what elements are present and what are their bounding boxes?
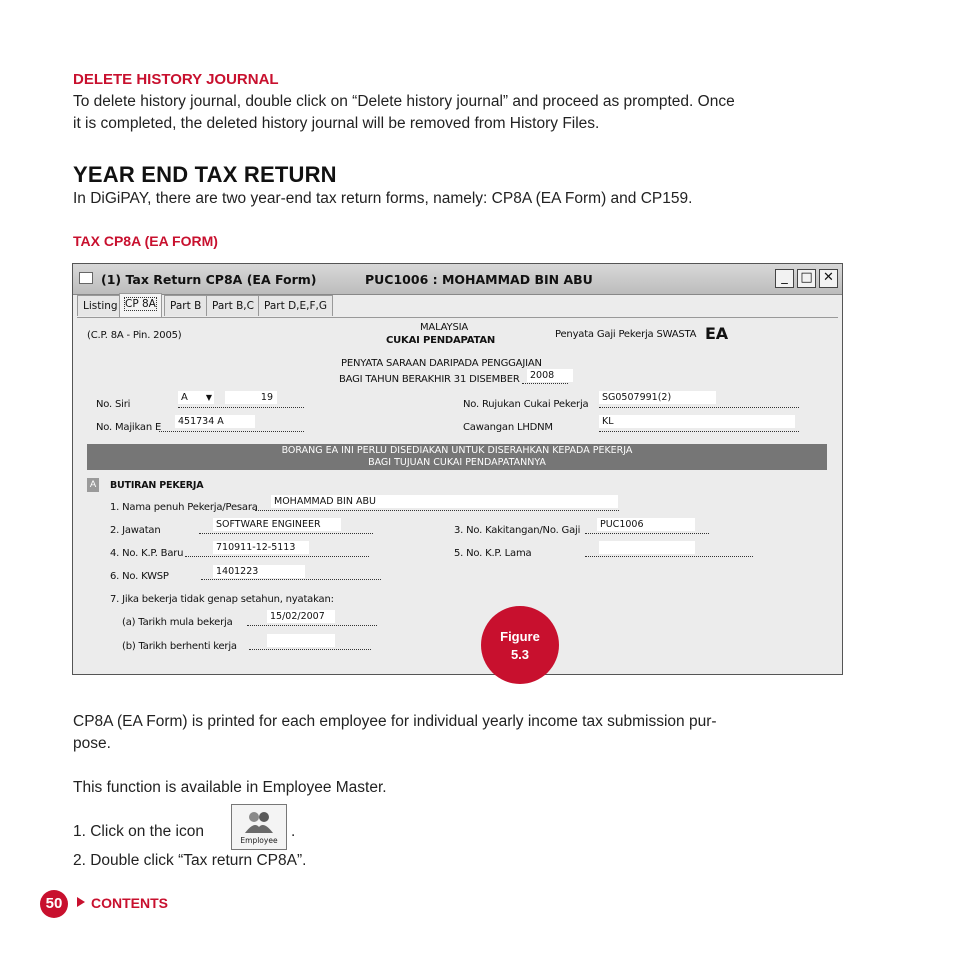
field7a-dotted-line <box>247 624 377 626</box>
field4-label: 4. No. K.P. Baru <box>110 548 184 559</box>
new-ic-field[interactable]: 710911-12-5113 <box>213 541 309 554</box>
banner-line1: BORANG EA INI PERLU DISEDIAKAN UNTUK DISERAHKAN KEPADA PEKERJA <box>281 445 633 456</box>
staff-no-field[interactable]: PUC1006 <box>597 518 695 531</box>
year-end-text: In DiGiPAY, there are two year-end tax return forms, namely: CP8A (EA Form) and CP159. <box>73 190 693 207</box>
tab-part-defg[interactable]: Part D,E,F,G <box>258 295 333 316</box>
delete-history-heading: DELETE HISTORY JOURNAL <box>73 71 279 88</box>
employee-icon-caption: Employee <box>240 836 278 845</box>
position-field[interactable]: SOFTWARE ENGINEER <box>213 518 341 531</box>
no-siri-select-value: A <box>181 392 188 403</box>
field5-dotted-line <box>585 555 753 557</box>
field6-label: 6. No. KWSP <box>110 571 169 582</box>
banner-line2: BAGI TUJUAN CUKAI PENDAPATANNYA <box>368 457 546 468</box>
field2-label: 2. Jawatan <box>110 525 161 536</box>
tax-cp8a-heading: TAX CP8A (EA FORM) <box>73 233 218 249</box>
majikan-label: No. Majikan E <box>96 422 162 433</box>
field7b-dotted-line <box>249 648 371 650</box>
tab-part-bc[interactable]: Part B,C <box>206 295 260 316</box>
tab-cp8a[interactable] <box>119 293 162 317</box>
availability-text: This function is available in Employee Master. <box>73 779 387 796</box>
ea-label: EA <box>705 324 728 343</box>
field5-label: 5. No. K.P. Lama <box>454 548 532 559</box>
delete-history-line1: To delete history journal, double click on “Delete history journal” and proceed as prompted. Once <box>73 93 735 110</box>
contents-arrow-icon <box>77 897 85 907</box>
kwsp-field[interactable]: 1401223 <box>213 565 305 578</box>
field1-label: 1. Nama penuh Pekerja/Pesara <box>110 502 258 513</box>
field1-dotted-line <box>255 509 619 511</box>
end-date-field[interactable] <box>267 634 335 647</box>
field2-dotted-line <box>199 532 373 534</box>
minimize-button[interactable]: _ <box>775 269 794 288</box>
contents-link[interactable]: CONTENTS <box>91 895 168 911</box>
cp8a-form-panel <box>77 317 838 673</box>
cp-reference: (C.P. 8A - Pin. 2005) <box>87 330 182 341</box>
country-label: MALAYSIA <box>420 322 468 333</box>
step2-text: 2. Double click “Tax return CP8A”. <box>73 852 307 869</box>
app-icon <box>79 272 93 284</box>
start-date-field[interactable]: 15/02/2007 <box>267 610 335 623</box>
figure-badge <box>481 606 559 684</box>
cawangan-field[interactable]: KL <box>599 415 795 428</box>
rujukan-label: No. Rujukan Cukai Pekerja <box>463 399 589 410</box>
year-end-heading: YEAR END TAX RETURN <box>73 162 337 187</box>
maximize-button[interactable]: □ <box>797 269 816 288</box>
delete-history-line2: it is completed, the deleted history journal will be removed from History Files. <box>73 115 600 132</box>
field7a-label: (a) Tarikh mula bekerja <box>122 617 233 628</box>
field7-label: 7. Jika bekerja tidak genap setahun, nyatakan: <box>110 594 334 605</box>
rujukan-dotted-line <box>599 406 799 408</box>
majikan-field[interactable]: 451734 A <box>175 415 255 428</box>
tab-cp8a-label: CP 8A <box>125 298 156 310</box>
year-label: BAGI TAHUN BERAKHIR 31 DISEMBER <box>339 374 520 385</box>
ea-notice-banner <box>87 444 827 470</box>
statement-type: Penyata Gaji Pekerja SWASTA <box>555 329 697 340</box>
cp8a-description-line2: pose. <box>73 735 111 752</box>
step1-end: . <box>291 823 296 840</box>
field3-label: 3. No. Kakitangan/No. Gaji <box>454 525 581 536</box>
close-button[interactable]: ✕ <box>819 269 838 288</box>
full-name-field[interactable]: MOHAMMAD BIN ABU <box>271 495 618 508</box>
section-a-title: BUTIRAN PEKERJA <box>110 480 204 491</box>
figure-number: 5.3 <box>510 647 530 662</box>
year-field[interactable]: 2008 <box>527 369 573 382</box>
window-titlebar <box>73 264 842 295</box>
page-number: 50 <box>40 890 68 918</box>
figure-label: Figure <box>500 629 540 644</box>
section-a-marker: A <box>87 478 99 492</box>
rujukan-field[interactable]: SG0507991(2) <box>599 391 716 404</box>
statement-title: PENYATA SARAAN DARIPADA PENGGAJIAN <box>341 358 542 369</box>
tab-part-b[interactable]: Part B <box>164 295 207 316</box>
tax-title: CUKAI PENDAPATAN <box>386 335 496 346</box>
tax-return-window <box>72 263 843 675</box>
no-siri-label: No. Siri <box>96 399 131 410</box>
chevron-down-icon: ▼ <box>205 393 212 402</box>
year-dotted-line <box>522 382 568 384</box>
employee-icon <box>232 807 286 839</box>
no-siri-select[interactable] <box>178 391 214 404</box>
cawangan-label: Cawangan LHDNM <box>463 422 553 433</box>
no-siri-field[interactable]: 19 <box>225 391 277 404</box>
field4-dotted-line <box>185 555 369 557</box>
majikan-dotted-line <box>159 430 304 432</box>
window-title: (1) Tax Return CP8A (EA Form) <box>101 272 317 287</box>
field3-dotted-line <box>585 532 709 534</box>
no-siri-dotted-line <box>178 406 304 408</box>
field7b-label: (b) Tarikh berhenti kerja <box>122 641 237 652</box>
window-employee-title: PUC1006 : MOHAMMAD BIN ABU <box>365 272 593 287</box>
old-ic-field[interactable] <box>599 541 695 554</box>
cawangan-dotted-line <box>599 430 799 432</box>
step1-text: 1. Click on the icon <box>73 823 204 840</box>
tab-listing[interactable]: Listing <box>77 295 124 316</box>
employee-icon-button[interactable] <box>231 804 287 850</box>
cp8a-description-line1: CP8A (EA Form) is printed for each employee for individual yearly income tax submission pur- <box>73 713 717 730</box>
field6-dotted-line <box>201 578 381 580</box>
